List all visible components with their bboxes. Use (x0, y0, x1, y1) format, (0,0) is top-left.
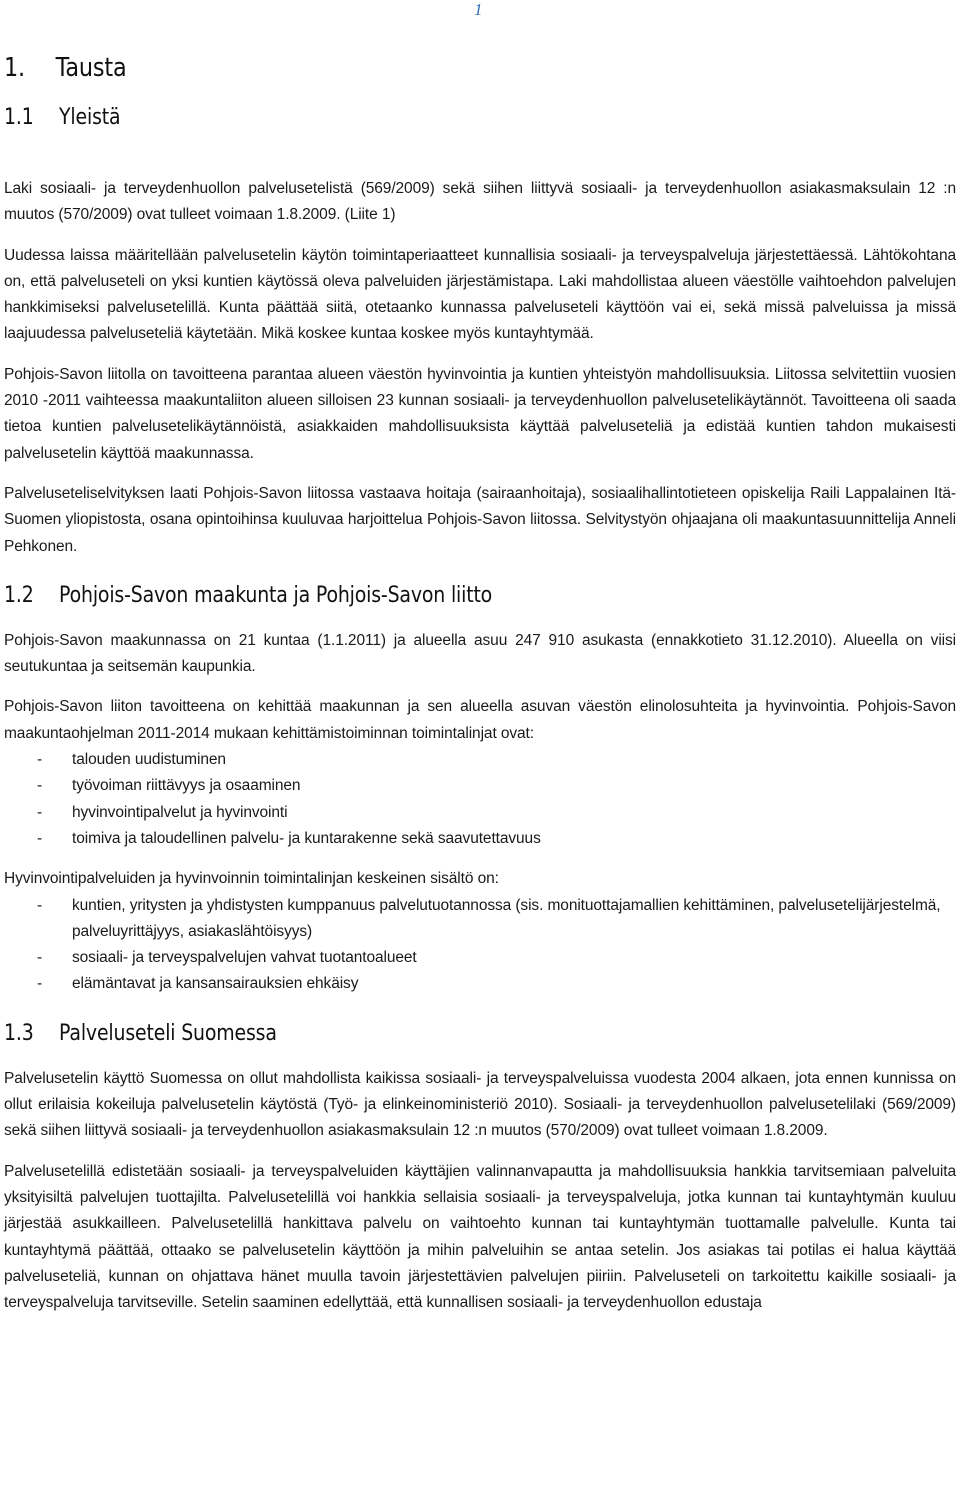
list-item (4, 800, 956, 826)
list-item-text: työvoiman riittävyys ja osaaminen (72, 777, 301, 795)
paragraph: Uudessa laissa määritellään palvelusetelin käytön toimintaperiaatteet kunnallisia sosiaali- ja terveyspalveluja järjestettäessä. Lähtökohtana on, että palveluseteli on yksi kuntien käytössä oleva palveluiden järjestämistapa. Laki mahdollistaa alueen väestölle vaihtoehdon palvelujen hankkimiseksi palvelusetelillä. Kunta päättää siitä, otetaanko kunnassa palveluseteli käyttöön vai ei, sekä missä palveluissa ja missä laajuudessa palveluseteliä käytetään. Mikä koskee kuntaa koskee myös kuntayhtymää. (4, 246, 956, 343)
heading-number: 1.3 (4, 1020, 34, 1046)
heading-number: 1.2 (4, 582, 34, 608)
page-number: 1 (474, 0, 483, 19)
list-item-text: hyvinvointipalvelut ja hyvinvointi (72, 803, 288, 821)
list-item-text: toimiva ja taloudellinen palvelu- ja kuntarakenne sekä saavutettavuus (72, 829, 541, 847)
paragraph: Palveluseteliselvityksen laati Pohjois-Savon liitossa vastaava hoitaja (sairaanhoitaja), sosiaalihallintotieteen opiskelija Raili Lappalainen Itä-Suomen yliopistosta, osana opintoihinsa kuuluvaa harjoittelua Pohjois-Savon liitossa. Selvitystyön ohjaajana oli maakuntasuunnittelija Anneli Pehkonen. (4, 484, 956, 555)
paragraph: Hyvinvointipalveluiden ja hyvinvoinnin toimintalinjan keskeinen sisältö on: (4, 870, 499, 888)
heading-1 (4, 52, 823, 84)
dash-list (4, 747, 956, 852)
heading-1-3 (4, 1020, 823, 1048)
dash-mark: - (37, 829, 43, 847)
heading-number: 1. (4, 53, 26, 83)
dash-mark: - (37, 751, 43, 769)
list-item (4, 747, 956, 773)
dash-mark: - (37, 975, 43, 993)
list-item (4, 971, 956, 997)
list-item (4, 773, 956, 799)
dash-mark: - (37, 896, 43, 914)
list-item-text: kuntien, yritysten ja yhdistysten kumppanuus palvelutuotannossa (sis. monituottajamallien kehittäminen, palvelusetelijärjestelmä, palveluyrittäjyys, asiakaslähtöisyys) (72, 896, 941, 940)
paragraph: Palvelusetelillä edistetään sosiaali- ja terveyspalveluiden käyttäjien valinnanvapautta ja mahdollisuuksia hankkia tarvitsemiaan palveluita yksityisiltä palvelujen tuottajilta. Palvelusetelillä voi hankkia sellaisia sosiaali- ja terveyspalveluja, jotka kunnan tai kuntayhtymän kuuluu järjestää asukkailleen. Palvelusetelillä hankittava palvelu on vaihtoehto kunnan tai kuntayhtymän tuottamalle palvelulle. Kunta tai kuntayhtymä päättää, ottaako se palvelusetelin käyttöön ja mihin palveluihin se antaa setelin. Jos asiakas tai potilas ei halua käyttää palveluseteliä, kunnan on ohjattava hänet muulla tavoin järjestettävien palvelujen piiriin. Palveluseteli on tarkoitettu kaikille sosiaali- ja terveyspalveluja tarvitseville. Setelin saaminen edellyttää, että kunnallisen sosiaali- ja terveydenhuollon edustaja (4, 1162, 956, 1312)
heading-text: Palveluseteli Suomessa (59, 1020, 277, 1046)
list-item-text: elämäntavat ja kansansairauksien ehkäisy (72, 975, 359, 993)
document-body (4, 52, 956, 1316)
paragraph: Pohjois-Savon maakunnassa on 21 kuntaa (1.1.2011) ja alueella asuu 247 910 asukasta (ennakkotieto 31.12.2010). Alueella on viisi seutukuntaa ja seitsemän kaupunkia. (4, 631, 956, 676)
list-item (4, 826, 956, 852)
dash-mark: - (37, 803, 43, 821)
dash-list (4, 893, 956, 998)
list-item (4, 945, 956, 971)
paragraph: Palvelusetelin käyttö Suomessa on ollut mahdollista kaikissa sosiaali- ja terveyspalveluissa vuodesta 2004 alkaen, jota ennen kunnissa on ollut erilaisia kokeiluja palvelusetelin käytöstä (Työ- ja elinkeinoministeriö 2010). Sosiaali- ja terveydenhuollon palvelusetelilaki (569/2009) sekä siihen liittyvä sosiaali- ja terveydenhuollon asiakasmaksulain 12 :n muutos (570/2009) ovat tulleet voimaan 1.8.2009. (4, 1069, 956, 1140)
paragraph: Pohjois-Savon liiton tavoitteena on kehittää maakunnan ja sen alueella asuvan väestön elinolosuhteita ja hyvinvointia. Pohjois-Savon maakuntaohjelman 2011-2014 mukaan kehittämistoiminnan toimintalinjat ovat: (4, 698, 956, 742)
list-item-text: sosiaali- ja terveyspalvelujen vahvat tuotantoalueet (72, 949, 417, 967)
heading-text: Tausta (55, 53, 127, 83)
dash-mark: - (37, 949, 43, 967)
heading-text: Pohjois-Savon maakunta ja Pohjois-Savon liitto (59, 582, 493, 608)
paragraph: Laki sosiaali- ja terveydenhuollon palvelusetelistä (569/2009) sekä siihen liittyvä sosiaali- ja terveydenhuollon asiakasmaksulain 12 :n muutos (570/2009) ovat tulleet voimaan 1.8.2009. (Liite 1) (4, 180, 956, 224)
dash-mark: - (37, 777, 43, 795)
list-item-text: talouden uudistuminen (72, 751, 226, 769)
heading-1-1 (4, 104, 823, 132)
list-item (4, 893, 956, 946)
heading-number: 1.1 (4, 105, 34, 130)
heading-1-2 (4, 582, 823, 610)
paragraph: Pohjois-Savon liitolla on tavoitteena parantaa alueen väestön hyvinvointia ja kuntien yhteistyön mahdollisuuksia. Liitossa selvitettiin vuosien 2010 -2011 vaihteessa maakuntaliiton alueen silloisen 23 kunnan sosiaali- ja terveydenhuollon palvelusetelikäytännöt. Tavoitteena oli saada tietoa kuntien palvelusetelikäytännöistä, asiakkaiden mahdollisuuksista käyttää palveluseteliä ja edistää kuntien tahdon mukaisesti palvelusetelin käyttöä maakunnassa. (4, 365, 956, 462)
heading-text: Yleistä (59, 105, 121, 130)
